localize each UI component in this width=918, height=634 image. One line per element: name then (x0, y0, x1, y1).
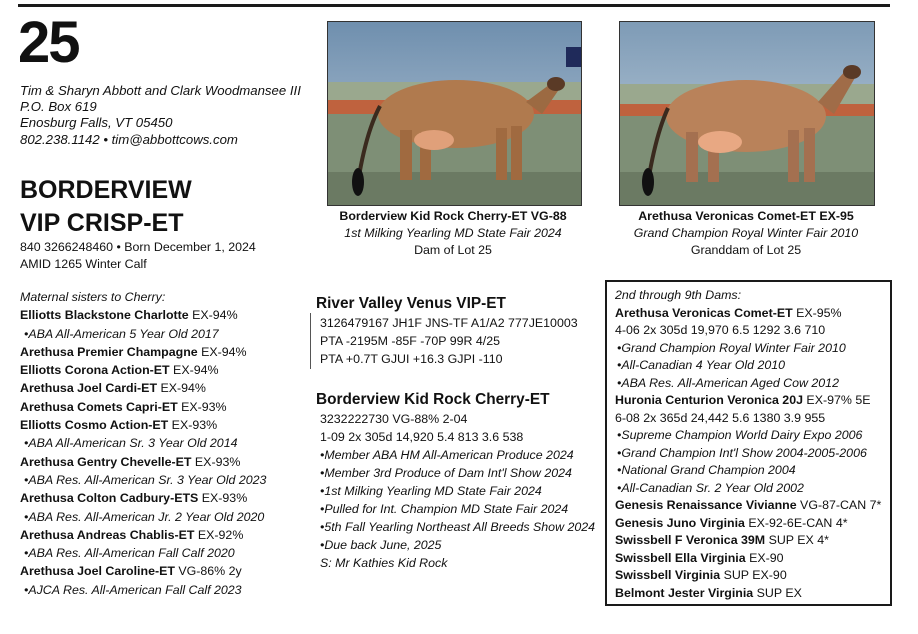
dam-line2: 1-09 2x 305d 14,920 5.4 813 3.6 538 (320, 430, 524, 444)
dams-list (615, 305, 881, 603)
dam-line-text: •National Grand Champion 2004 (617, 463, 796, 477)
dam-note: •Member 3rd Produce of Dam Int'l Show 2024 (320, 466, 572, 480)
dam-line (615, 357, 881, 375)
sire-divider (310, 313, 311, 369)
dam-line-text: 4-06 2x 305d 19,970 6.5 1292 3.6 710 (615, 323, 826, 337)
dam-line (615, 462, 881, 480)
dam-line (615, 340, 881, 358)
animal-amid-line: AMID 1265 Winter Calf (20, 257, 147, 271)
sire-block (316, 294, 578, 368)
sister-entry (20, 398, 310, 416)
dam-line-name: Swissbell Ella Virginia (615, 550, 746, 565)
top-rule (18, 4, 890, 7)
sister-entry (20, 562, 310, 580)
dam-line-name: Swissbell F Veronica 39M (615, 533, 766, 547)
dam-note: •Pulled for Int. Champion MD State Fair 2024 (320, 502, 569, 516)
dam-line-text: SUP EX-90 (720, 568, 787, 582)
owner-address1: P.O. Box 619 (20, 99, 97, 115)
dam-line-text: VG-87-CAN 7* (796, 498, 882, 512)
dam-line-name: Genesis Renaissance Vivianne (615, 498, 797, 512)
owner-contact: 802.238.1142 • tim@abbottcows.com (20, 131, 238, 147)
sister-note: •ABA Res. All-American Fall Calf 2020 (24, 546, 235, 561)
sister-score: EX-94% (188, 308, 238, 323)
sister-note: •ABA Res. All-American Jr. 2 Year Old 2020 (24, 509, 265, 524)
sisters-heading: Maternal sisters to Cherry: (20, 290, 166, 304)
sister-entry (20, 379, 310, 397)
dam-line-text: •Grand Champion Royal Winter Fair 2010 (617, 340, 846, 355)
dam-note: •Member ABA HM All-American Produce 2024 (320, 448, 574, 462)
sister-note: •AJCA Res. All-American Fall Calf 2023 (24, 582, 242, 597)
sister-score: EX-94% (157, 381, 206, 396)
dam-line-text: EX-97% 5E (802, 393, 871, 407)
sister-name: Arethusa Colton Cadbury-ETS (20, 491, 199, 506)
cow-photo-image (620, 22, 874, 205)
dam-note: •5th Fall Yearling Northeast All Breeds Show 2024 (320, 520, 596, 534)
sister-score: EX-93% (191, 454, 241, 469)
sister-entry (20, 453, 310, 471)
sister-score: VG-86% 2y (174, 564, 242, 579)
owner-block (20, 83, 301, 148)
dam-note: •1st Milking Yearling MD State Fair 2024 (320, 484, 542, 498)
granddam-photo-title: Arethusa Veronicas Comet-ET EX-95 (638, 209, 854, 223)
sister-entry (20, 361, 310, 379)
granddam-photo-subtitle: Grand Champion Royal Winter Fair 2010 (633, 226, 859, 240)
sister-entry (20, 306, 310, 324)
lot-number: 25 (18, 10, 79, 75)
sister-note: •ABA All-American 5 Year Old 2017 (24, 326, 219, 341)
dam-line (615, 480, 881, 498)
granddam-photo (619, 21, 875, 206)
animal-ids (20, 239, 256, 273)
dam-line (615, 585, 881, 603)
dam-line-text: •Grand Champion Int'l Show 2004-2005-2006 (617, 445, 867, 460)
dam-photo-caption (308, 208, 598, 259)
sister-score: EX-94% (169, 363, 219, 378)
owner-address2: Enosburg Falls, VT 05450 (20, 115, 173, 131)
sister-name: Arethusa Gentry Chevelle-ET (20, 454, 192, 469)
sister-name: Elliotts Cosmo Action-ET (20, 418, 169, 433)
sister-score: EX-94% (197, 344, 247, 359)
animal-name-line2: VIP CRISP-ET (20, 209, 184, 237)
dam-photo-title: Borderview Kid Rock Cherry-ET VG-88 (339, 209, 567, 223)
cow-photo-image (328, 22, 581, 205)
dam-note: •Due back June, 2025 (320, 538, 442, 552)
dam-line-text: •All-Canadian 4 Year Old 2010 (617, 358, 786, 372)
sister-note: •ABA Res. All-American Sr. 3 Year Old 2023 (24, 472, 267, 487)
dam-photo-subtitle: 1st Milking Yearling MD State Fair 2024 (344, 226, 562, 240)
sister-name: Arethusa Andreas Chablis-ET (20, 527, 195, 542)
sister-name: Arethusa Joel Caroline-ET (20, 564, 175, 579)
granddam-photo-caption (601, 208, 891, 259)
sire-line3: PTA +0.7T GJUI +16.3 GJPI -110 (320, 352, 503, 366)
granddam-photo-relation: Granddam of Lot 25 (690, 243, 802, 257)
sister-name: Arethusa Joel Cardi-ET (20, 381, 158, 396)
dam-line-text: EX-92-6E-CAN 4* (744, 515, 848, 530)
maternal-sisters (20, 288, 310, 599)
dam-line-text: •All-Canadian Sr. 2 Year Old 2002 (617, 480, 804, 495)
dam-line (615, 410, 881, 428)
dam-line (615, 305, 881, 323)
sire-line2: PTA -2195M -85F -70P 99R 4/25 (320, 334, 500, 348)
dam-line (615, 550, 881, 568)
sister-score: EX-93% (177, 399, 227, 414)
dam-name: Borderview Kid Rock Cherry-ET (316, 391, 550, 408)
dam-line-name: Arethusa Veronicas Comet-ET (615, 305, 793, 320)
dam-line (615, 497, 881, 515)
dam-line (615, 427, 881, 445)
dam-photo-relation: Dam of Lot 25 (414, 243, 492, 257)
dam-line (615, 392, 881, 410)
dam-line-text: SUP EX 4* (765, 533, 829, 547)
dam-line-name: Huronia Centurion Veronica 20J (615, 393, 803, 407)
dam-block (316, 390, 595, 572)
animal-name-line1: BORDERVIEW (20, 176, 192, 204)
sister-entry (20, 489, 310, 507)
animal-reg-line: 840 3266248460 • Born December 1, 2024 (20, 240, 256, 254)
sister-name: Elliotts Blackstone Charlotte (20, 308, 189, 323)
dams-heading: 2nd through 9th Dams: (615, 288, 742, 302)
dam-line-text: •ABA Res. All-American Aged Cow 2012 (617, 375, 839, 390)
sister-score: EX-92% (194, 527, 244, 542)
dam-line-text: •Supreme Champion World Dairy Expo 2006 (617, 428, 863, 442)
sister-entry (20, 416, 310, 434)
dam-line-text: 6-08 2x 365d 24,442 5.6 1380 3.9 955 (615, 410, 826, 425)
sister-score: EX-93% (198, 491, 248, 506)
dam-line-name: Belmont Jester Virginia (615, 585, 754, 600)
dam-line (615, 532, 881, 550)
dam-photo (327, 21, 582, 206)
sister-name: Arethusa Comets Capri-ET (20, 399, 178, 414)
sister-entry (20, 526, 310, 544)
sister-name: Arethusa Premier Champagne (20, 344, 198, 359)
sister-entry (20, 343, 310, 361)
dam-line-name: Genesis Juno Virginia (615, 515, 745, 530)
animal-name (20, 174, 192, 240)
dam-line (615, 375, 881, 393)
dam-line-name: Swissbell Virginia (615, 568, 721, 582)
sister-note: •ABA All-American Sr. 3 Year Old 2014 (24, 436, 238, 451)
sister-score: EX-93% (168, 418, 218, 433)
dam-line-text: EX-90 (745, 550, 784, 565)
dam-line-text: EX-95% (792, 305, 842, 320)
dam-line1: 3232222730 VG-88% 2-04 (320, 412, 468, 426)
sire-name: River Valley Venus VIP-ET (316, 295, 506, 312)
dam-notes (316, 446, 595, 554)
dam-line (615, 445, 881, 463)
dams-box (605, 280, 892, 606)
dam-line (615, 322, 881, 340)
sisters-list (20, 306, 310, 599)
sire-line1: 3126479167 JH1F JNS-TF A1/A2 777JE10003 (320, 316, 578, 330)
dam-line (615, 515, 881, 533)
owner-names: Tim & Sharyn Abbott and Clark Woodmansee III (20, 83, 301, 98)
sister-name: Elliotts Corona Action-ET (20, 363, 170, 378)
dam-sire-line: S: Mr Kathies Kid Rock (320, 556, 448, 570)
dam-line (615, 567, 881, 585)
dam-line-text: SUP EX (753, 585, 802, 600)
